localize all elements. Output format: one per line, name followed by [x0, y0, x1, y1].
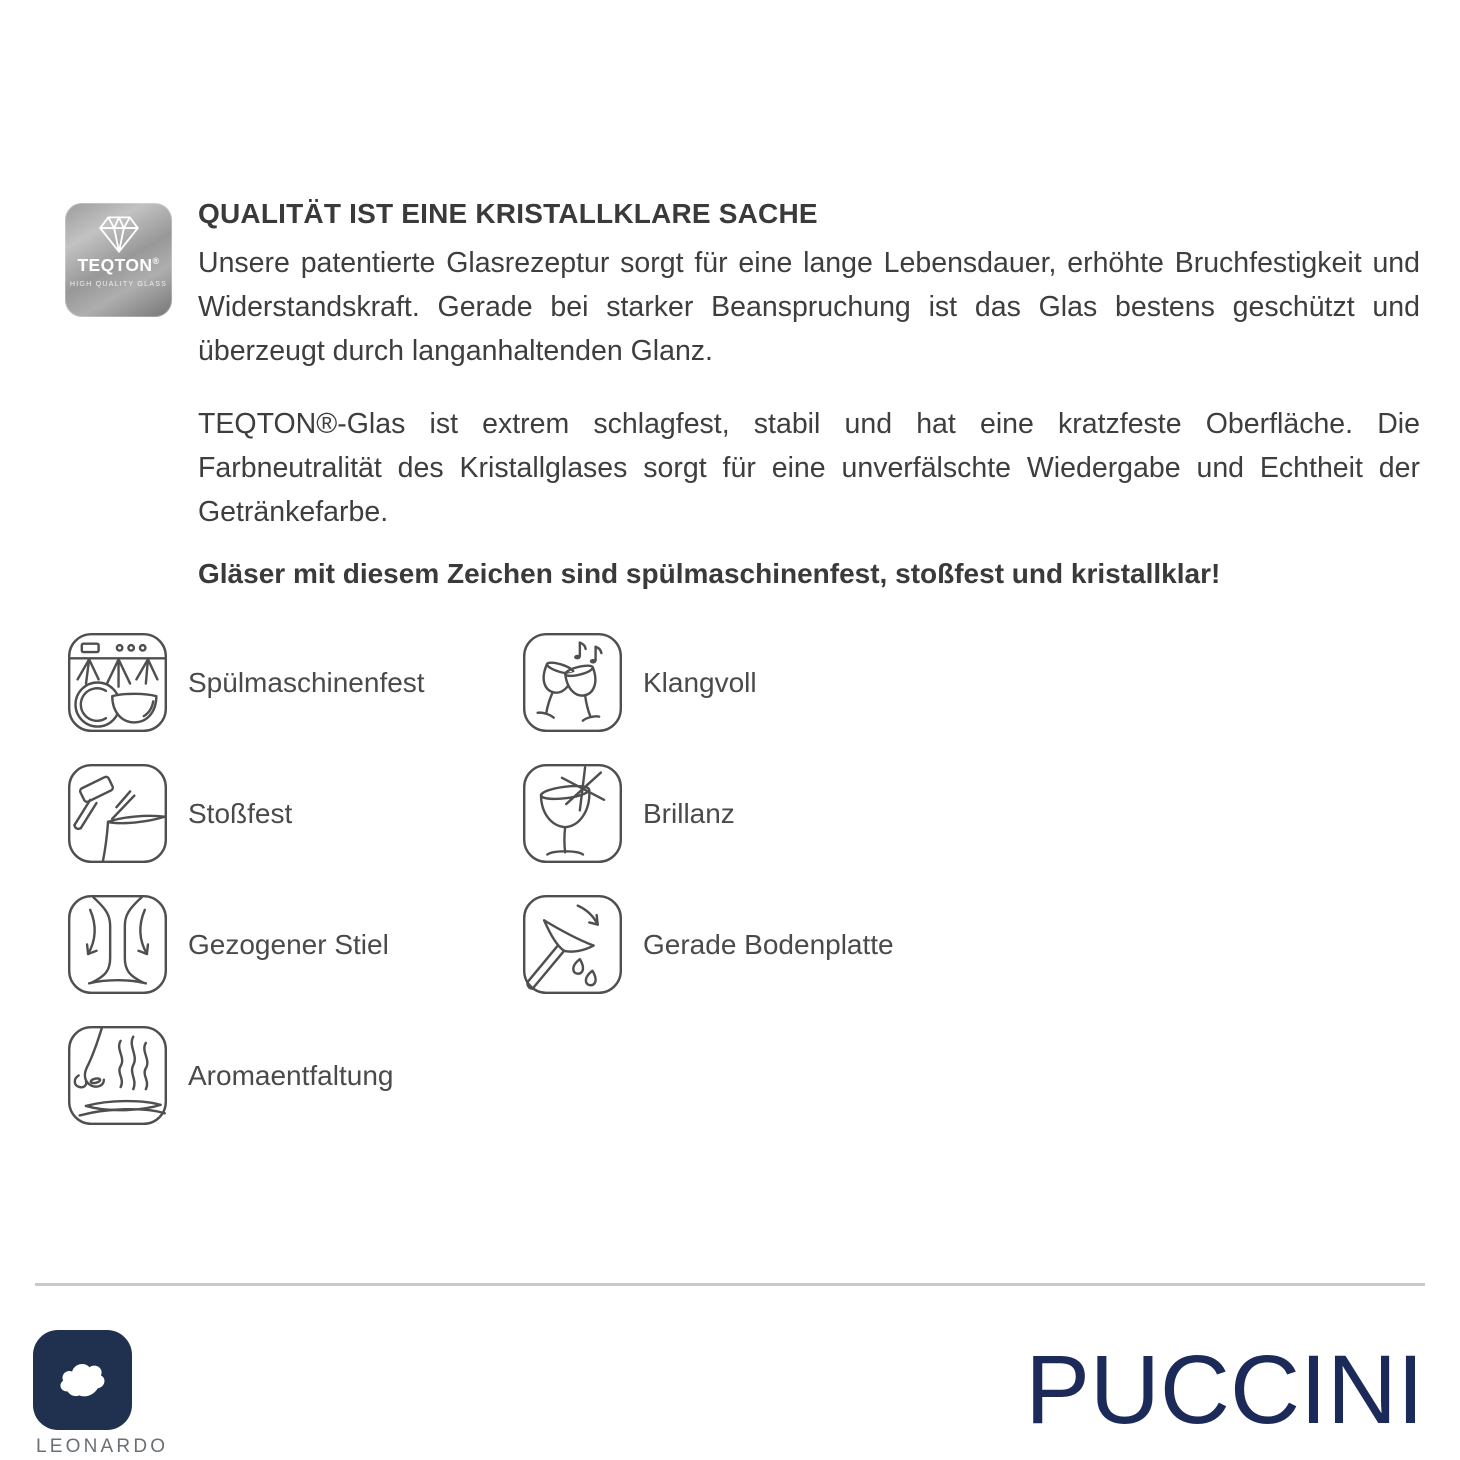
feature-label: Klangvoll — [643, 666, 757, 698]
feature-label: Gerade Bodenplatte — [643, 928, 894, 960]
feature-label: Stoßfest — [188, 797, 293, 829]
intro-text — [198, 196, 1420, 596]
leonardo-logo — [33, 1330, 132, 1430]
feature-label: Aromaentfaltung — [188, 1059, 394, 1091]
hammer-glass-icon — [65, 761, 170, 866]
feature-impact-resistant — [65, 761, 520, 866]
clinking-glasses-icon — [520, 630, 625, 735]
cloud-icon — [51, 1353, 115, 1407]
feature-grid — [65, 630, 894, 1128]
brand-name: LEONARDO — [36, 1436, 169, 1457]
feature-aroma — [65, 1023, 520, 1128]
registered-mark: ® — [152, 256, 160, 267]
paragraph-2: TEQTON®-Glas ist extrem schlagfest, stabil und hat eine kratzfeste Oberfläche. Die Farbneutralität des Kristallglases sorgt für eine unverfälschte Wiedergabe und Echtheit der Getränkefarbe. — [198, 408, 1420, 528]
feature-flat-base — [520, 892, 894, 997]
badge-brand: TEQTON® — [77, 255, 160, 275]
feature-resonant — [520, 630, 894, 735]
collection-name: PUCCINI — [1025, 1335, 1424, 1444]
footer-divider — [35, 1283, 1425, 1286]
aroma-nose-icon — [65, 1023, 170, 1128]
highlight-sentence: Gläser mit diesem Zeichen sind spülmaschinenfest, stoßfest und kristallklar! — [198, 558, 1221, 589]
sparkling-glass-icon — [520, 761, 625, 866]
feature-label: Brillanz — [643, 797, 735, 829]
feature-label: Gezogener Stiel — [188, 928, 389, 960]
feature-label: Spülmaschinenfest — [188, 666, 425, 698]
diamond-icon — [91, 212, 147, 256]
page-title: QUALITÄT IST EINE KRISTALLKLARE SACHE — [198, 198, 818, 229]
teqton-badge — [65, 203, 172, 317]
badge-tagline: HIGH QUALITY GLASS — [69, 278, 168, 288]
feature-pulled-stem — [65, 892, 520, 997]
pulled-stem-icon — [65, 892, 170, 997]
feature-dishwasher-safe — [65, 630, 520, 735]
dishwasher-icon — [65, 630, 170, 735]
flat-base-icon — [520, 892, 625, 997]
feature-brilliance — [520, 761, 894, 866]
paragraph-1: Unsere patentierte Glasrezeptur sorgt für eine lange Lebensdauer, erhöhte Bruchfestigkeit und Widerstandskraft. Gerade bei starker Beanspruchung ist das Glas bestens geschützt und überzeugt durch langanhaltenden Glanz. — [198, 247, 1420, 367]
